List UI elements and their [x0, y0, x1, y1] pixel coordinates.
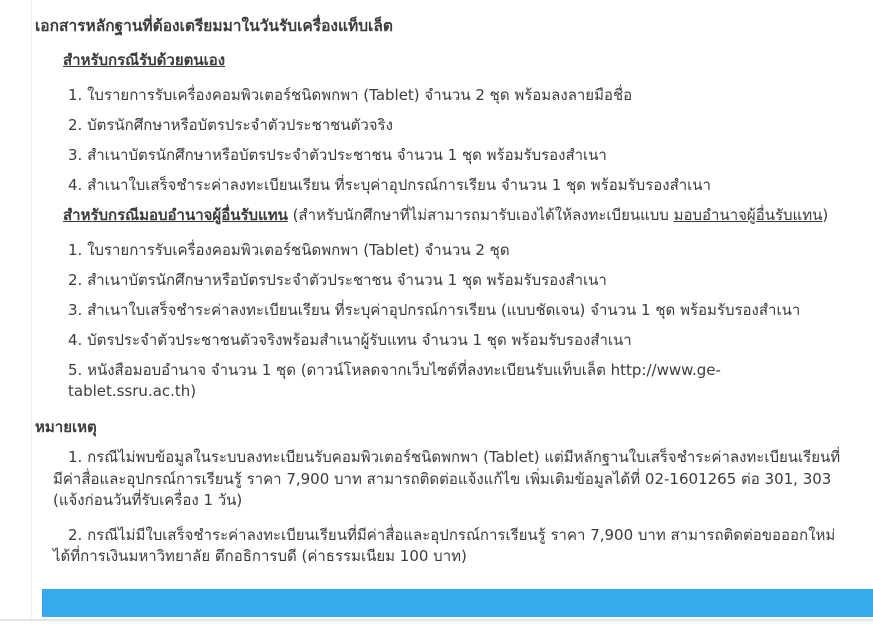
list-item: 2. บัตรนักศึกษาหรือบัตรประจำตัวประชาชนตัวจริง: [68, 116, 393, 134]
document-content: [35, 8, 847, 581]
note-paragraph: 2. กรณีไม่มีใบเสร็จชำระค่าลงทะเบียนเรียนที่มีค่าสื่อและอุปกรณ์การเรียนรู้ ราคา 7,900 บาท สามารถติดต่อขอออกใหม่ได้ที่การเงินมหาวิทยาลัย ตึกอธิการบดี (ค่าธรรมเนียม 100 บาท): [53, 525, 836, 565]
section-2-note-underlined: มอบอำนาจผู้อื่นรับแทน: [673, 206, 823, 224]
section-2-heading: [63, 205, 847, 226]
list-item: 1. ใบรายการรับเครื่องคอมพิวเตอร์ชนิดพกพา (Tablet) จำนวน 2 ชุด: [68, 241, 510, 259]
note-paragraph: 1. กรณีไม่พบข้อมูลในระบบลงทะเบียนรับคอมพิวเตอร์ชนิดพกพา (Tablet) แต่มีหลักฐานใบเสร็จชำระค่าลงทะเบียนเรียนที่มีค่าสื่อและอุปกรณ์การเรียนรู้ ราคา 7,900 บาท สามารถติดต่อแจ้งแก้ไข เพิ่มเติมข้อมูลได้ที่ 02-1601265 ต่อ 301, 303 (แจ้งก่อนวันที่รับเครื่อง 1 วัน): [53, 448, 841, 509]
bottom-divider: [0, 619, 873, 621]
section-2-note-suffix: ): [822, 206, 829, 224]
list-item: 5. หนังสือมอบอำนาจ จำนวน 1 ชุด (ดาวน์โหลดจากเว็บไซต์ที่ลงทะเบียนรับแท็บเล็ต http://www.ge-tablet.ssru.ac.th): [68, 361, 721, 400]
section-1-heading-text: สำหรับกรณีรับด้วยตนเอง: [63, 51, 226, 69]
list-item: 3. สำเนาใบเสร็จชำระค่าลงทะเบียนเรียน ที่ระบุค่าอุปกรณ์การเรียน (แบบชัดเจน) จำนวน 1 ชุด พร้อมรับรองสำเนา: [68, 301, 801, 319]
left-divider: [31, 0, 32, 619]
list-item: 2. สำเนาบัตรนักศึกษาหรือบัตรประจำตัวประชาชน จำนวน 1 ชุด พร้อมรับรองสำเนา: [68, 271, 607, 289]
section-2-heading-text: สำหรับกรณีมอบอำนาจผู้อื่นรับแทน: [63, 206, 288, 224]
section-2-note-prefix: (สำหรับนักศึกษาที่ไม่สามารถมารับเองได้ให้ลงทะเบียนแบบ: [287, 206, 674, 224]
list-item: 3. สำเนาบัตรนักศึกษาหรือบัตรประจำตัวประชาชน จำนวน 1 ชุด พร้อมรับรองสำเนา: [68, 146, 607, 164]
list-item: 4. บัตรประจำตัวประชาชนตัวจริงพร้อมสำเนาผู้รับแทน จำนวน 1 ชุด พร้อมรับรองสำเนา: [68, 331, 632, 349]
page-title: เอกสารหลักฐานที่ต้องเตรียมมาในวันรับเครื่องแท็บเล็ต: [35, 17, 393, 35]
notes-heading: หมายเหตุ: [35, 418, 97, 436]
section-1-heading: [63, 50, 847, 71]
list-item: 4. สำเนาใบเสร็จชำระค่าลงทะเบียนเรียน ที่ระบุค่าอุปกรณ์การเรียน จำนวน 1 ชุด พร้อมรับรองสำเนา: [68, 176, 711, 194]
list-item: 1. ใบรายการรับเครื่องคอมพิวเตอร์ชนิดพกพา (Tablet) จำนวน 2 ชุด พร้อมลงลายมือชื่อ: [68, 86, 633, 104]
footer-bar: [42, 589, 873, 617]
